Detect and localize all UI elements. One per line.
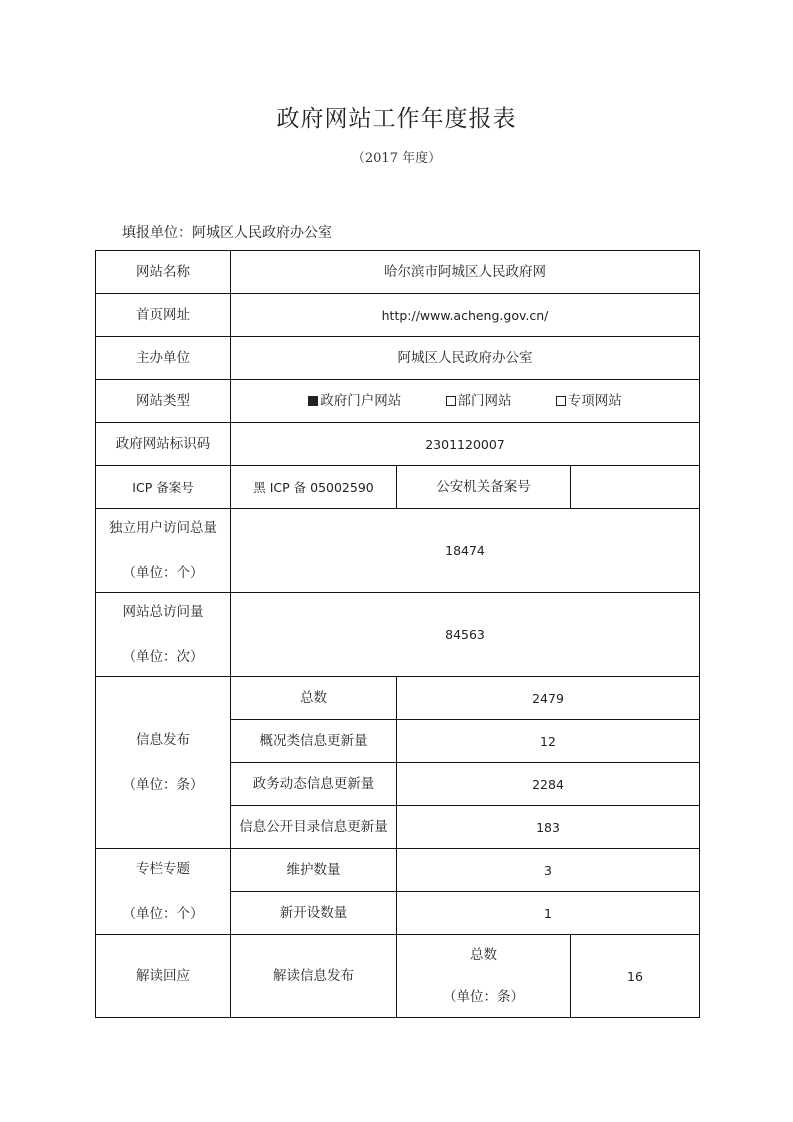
- site-type-label: 网站类型: [96, 380, 231, 423]
- row-site-type: [96, 380, 700, 423]
- info-news-value: 2284: [397, 763, 700, 806]
- interpretation-total-unit: （单位：条）: [443, 988, 524, 1005]
- columns-label: 专栏专题: [136, 860, 190, 877]
- info-news-label: 政务动态信息更新量: [231, 763, 397, 806]
- unchecked-box-icon: [556, 396, 566, 406]
- site-type-option-department: [446, 393, 512, 409]
- total-visits-value: 84563: [231, 593, 700, 677]
- site-name-value: 哈尔滨市阿城区人民政府网: [231, 251, 700, 294]
- columns-new-label: 新开设数量: [231, 892, 397, 935]
- site-id-value: 2301120007: [231, 423, 700, 466]
- info-release-label: 信息发布: [136, 731, 190, 748]
- row-site-id: [96, 423, 700, 466]
- icp-label: ICP 备案号: [96, 466, 231, 509]
- site-type-option-special: [556, 393, 622, 409]
- columns-label-cell: [96, 849, 231, 935]
- total-visits-label: 网站总访问量: [122, 603, 204, 620]
- reporting-unit: 填报单位：阿城区人民政府办公室: [122, 225, 332, 241]
- icp-value: 黑 ICP 备 05002590: [231, 466, 397, 509]
- info-release-unit: （单位：条）: [122, 777, 204, 794]
- row-unique-visitors: [96, 509, 700, 593]
- columns-new-value: 1: [397, 892, 700, 935]
- columns-maintained-value: 3: [397, 849, 700, 892]
- police-record-value: [571, 466, 700, 509]
- police-record-label: 公安机关备案号: [397, 466, 571, 509]
- site-type-option-portal: [308, 393, 401, 409]
- interpretation-sublabel: 解读信息发布: [231, 935, 397, 1018]
- site-type-option-label: 政府门户网站: [320, 392, 402, 409]
- report-table: [95, 250, 700, 1018]
- info-overview-label: 概况类信息更新量: [231, 720, 397, 763]
- sponsor-label: 主办单位: [96, 337, 231, 380]
- row-interpretation: [96, 935, 700, 1018]
- report-year: （2017 年度）: [351, 151, 442, 166]
- columns-unit: （单位：个）: [122, 906, 204, 923]
- row-columns-maintained: [96, 849, 700, 892]
- info-disclosure-value: 183: [397, 806, 700, 849]
- site-id-label: 政府网站标识码: [96, 423, 231, 466]
- row-sponsor: [96, 337, 700, 380]
- interpretation-total-cell: [397, 935, 571, 1018]
- total-visits-unit: （单位：次）: [122, 649, 204, 666]
- info-overview-value: 12: [397, 720, 700, 763]
- unchecked-box-icon: [446, 396, 456, 406]
- info-release-label-cell: [96, 677, 231, 849]
- site-type-option-label: 专项网站: [567, 392, 622, 409]
- report-title: 政府网站工作年度报表: [276, 106, 517, 132]
- unique-visitors-label: 独立用户访问总量: [109, 519, 217, 536]
- homepage-url-value: http://www.acheng.gov.cn/: [231, 294, 700, 337]
- site-type-option-label: 部门网站: [457, 392, 512, 409]
- info-total-value: 2479: [397, 677, 700, 720]
- homepage-url-label: 首页网址: [96, 294, 231, 337]
- row-info-total: [96, 677, 700, 720]
- total-visits-label-cell: [96, 593, 231, 677]
- sponsor-value: 阿城区人民政府办公室: [231, 337, 700, 380]
- row-homepage-url: [96, 294, 700, 337]
- interpretation-total-label: 总数: [470, 947, 497, 963]
- checked-box-icon: [308, 396, 318, 406]
- unique-visitors-label-cell: [96, 509, 231, 593]
- unique-visitors-unit: （单位：个）: [122, 565, 204, 582]
- site-name-label: 网站名称: [96, 251, 231, 294]
- columns-maintained-label: 维护数量: [231, 849, 397, 892]
- interpretation-label: 解读回应: [96, 935, 231, 1018]
- info-total-label: 总数: [231, 677, 397, 720]
- site-type-options: [231, 380, 700, 423]
- unique-visitors-value: 18474: [231, 509, 700, 593]
- info-disclosure-label: 信息公开目录信息更新量: [231, 806, 397, 849]
- row-site-name: [96, 251, 700, 294]
- row-icp: [96, 466, 700, 509]
- interpretation-value: 16: [571, 935, 700, 1018]
- row-total-visits: [96, 593, 700, 677]
